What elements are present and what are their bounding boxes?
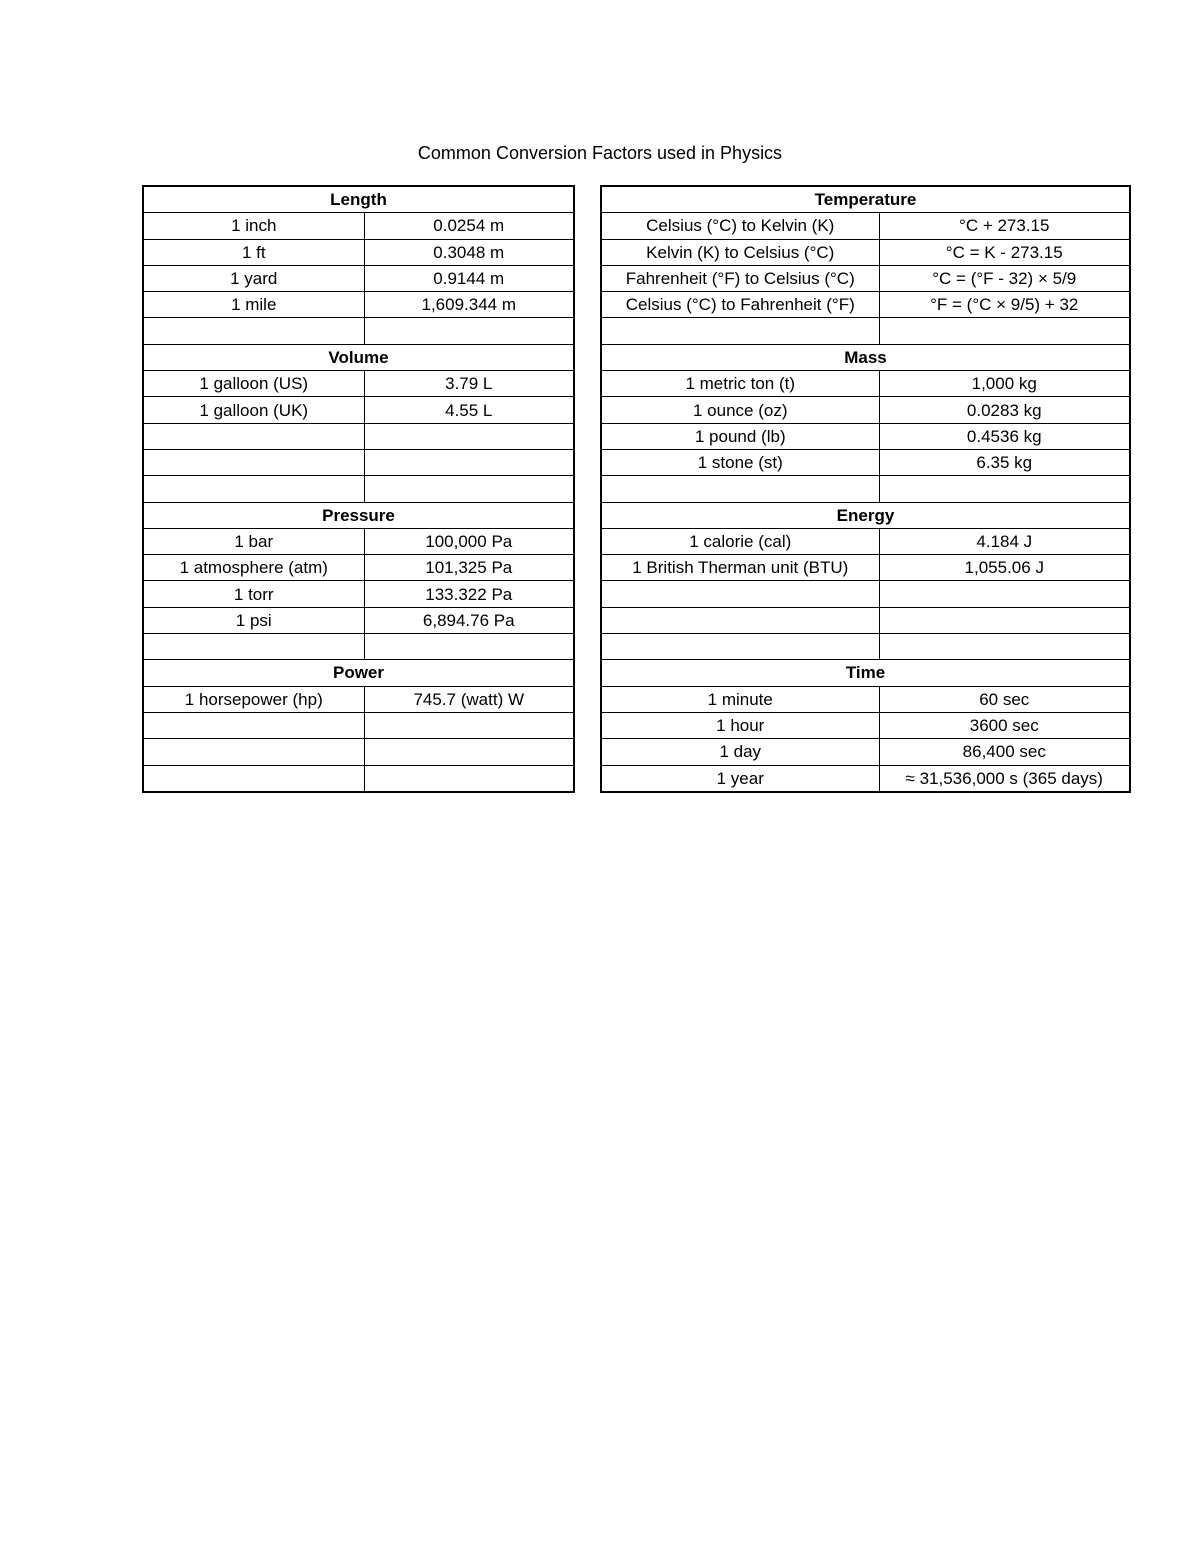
table-row <box>143 292 574 318</box>
table-row <box>143 371 574 397</box>
value-cell: 0.0254 m <box>364 213 574 239</box>
empty-cell <box>364 739 574 765</box>
value-cell: °C = (°F - 32) × 5/9 <box>879 265 1130 291</box>
table-row <box>601 397 1130 423</box>
table-row <box>601 712 1130 738</box>
empty-cell <box>364 765 574 792</box>
empty-row <box>143 449 574 475</box>
table-row <box>143 581 574 607</box>
value-cell: 0.9144 m <box>364 265 574 291</box>
table-row <box>601 292 1130 318</box>
unit-cell: 1 minute <box>601 686 879 712</box>
empty-cell <box>143 476 364 502</box>
value-cell: °C + 273.15 <box>879 213 1130 239</box>
unit-cell: 1 bar <box>143 528 364 554</box>
empty-row <box>143 634 574 660</box>
empty-cell <box>143 318 364 344</box>
value-cell: 745.7 (watt) W <box>364 686 574 712</box>
table-row <box>601 555 1130 581</box>
unit-cell: 1 stone (st) <box>601 449 879 475</box>
table-row <box>143 555 574 581</box>
value-cell: °F = (°C × 9/5) + 32 <box>879 292 1130 318</box>
table-row <box>601 765 1130 792</box>
empty-cell <box>143 423 364 449</box>
table-row <box>143 239 574 265</box>
empty-row <box>601 634 1130 660</box>
unit-cell: 1 psi <box>143 607 364 633</box>
empty-row <box>143 476 574 502</box>
unit-cell: 1 day <box>601 739 879 765</box>
unit-cell: 1 yard <box>143 265 364 291</box>
value-cell: 1,609.344 m <box>364 292 574 318</box>
empty-cell <box>601 581 879 607</box>
length-heading: Length <box>143 186 574 213</box>
unit-cell: Celsius (°C) to Fahrenheit (°F) <box>601 292 879 318</box>
power-heading: Power <box>143 660 574 686</box>
unit-cell: 1 ft <box>143 239 364 265</box>
value-cell: 60 sec <box>879 686 1130 712</box>
unit-cell: 1 ounce (oz) <box>601 397 879 423</box>
value-cell: 6,894.76 Pa <box>364 607 574 633</box>
empty-cell <box>879 581 1130 607</box>
value-cell: 86,400 sec <box>879 739 1130 765</box>
empty-row <box>601 318 1130 344</box>
empty-row <box>143 423 574 449</box>
empty-row <box>143 765 574 792</box>
unit-cell: Fahrenheit (°F) to Celsius (°C) <box>601 265 879 291</box>
empty-row <box>601 607 1130 633</box>
table-row <box>143 607 574 633</box>
value-cell: 3.79 L <box>364 371 574 397</box>
empty-cell <box>879 318 1130 344</box>
time-heading: Time <box>601 660 1130 686</box>
value-cell: 3600 sec <box>879 712 1130 738</box>
empty-row <box>143 712 574 738</box>
empty-cell <box>879 607 1130 633</box>
empty-cell <box>364 634 574 660</box>
unit-cell: 1 metric ton (t) <box>601 371 879 397</box>
unit-cell: 1 mile <box>143 292 364 318</box>
unit-cell: 1 torr <box>143 581 364 607</box>
unit-cell: 1 inch <box>143 213 364 239</box>
temperature-heading: Temperature <box>601 186 1130 213</box>
mass-heading: Mass <box>601 344 1130 370</box>
value-cell: 101,325 Pa <box>364 555 574 581</box>
value-cell: 0.4536 kg <box>879 423 1130 449</box>
unit-cell: 1 hour <box>601 712 879 738</box>
empty-cell <box>143 634 364 660</box>
unit-cell: 1 galloon (US) <box>143 371 364 397</box>
empty-cell <box>143 712 364 738</box>
empty-cell <box>601 607 879 633</box>
table-row <box>601 686 1130 712</box>
empty-cell <box>364 318 574 344</box>
value-cell: 133.322 Pa <box>364 581 574 607</box>
right-conversion-table <box>600 185 1131 793</box>
empty-row <box>143 318 574 344</box>
table-row <box>601 371 1130 397</box>
empty-row <box>601 581 1130 607</box>
unit-cell: 1 galloon (UK) <box>143 397 364 423</box>
value-cell: 4.55 L <box>364 397 574 423</box>
page-title: Common Conversion Factors used in Physics <box>417 143 783 163</box>
table-row <box>143 397 574 423</box>
empty-cell <box>364 712 574 738</box>
value-cell: 6.35 kg <box>879 449 1130 475</box>
value-cell: 1,055.06 J <box>879 555 1130 581</box>
value-cell: 100,000 Pa <box>364 528 574 554</box>
table-row <box>601 423 1130 449</box>
value-cell: 0.0283 kg <box>879 397 1130 423</box>
table-row <box>601 213 1130 239</box>
empty-cell <box>143 765 364 792</box>
volume-heading: Volume <box>143 344 574 370</box>
value-cell: °C = K - 273.15 <box>879 239 1130 265</box>
empty-cell <box>143 449 364 475</box>
table-row <box>143 528 574 554</box>
table-row <box>601 239 1130 265</box>
empty-cell <box>364 449 574 475</box>
empty-cell <box>879 476 1130 502</box>
empty-cell <box>364 423 574 449</box>
table-row <box>601 739 1130 765</box>
table-row <box>601 528 1130 554</box>
empty-cell <box>601 476 879 502</box>
empty-cell <box>601 634 879 660</box>
unit-cell: 1 year <box>601 765 879 792</box>
empty-cell <box>879 634 1130 660</box>
unit-cell: 1 calorie (cal) <box>601 528 879 554</box>
unit-cell: 1 horsepower (hp) <box>143 686 364 712</box>
unit-cell: 1 pound (lb) <box>601 423 879 449</box>
table-row <box>601 449 1130 475</box>
pressure-heading: Pressure <box>143 502 574 528</box>
empty-row <box>601 476 1130 502</box>
empty-cell <box>601 318 879 344</box>
empty-cell <box>143 739 364 765</box>
value-cell: 4.184 J <box>879 528 1130 554</box>
table-row <box>601 265 1130 291</box>
value-cell: ≈ 31,536,000 s (365 days) <box>879 765 1130 792</box>
empty-row <box>143 739 574 765</box>
value-cell: 0.3048 m <box>364 239 574 265</box>
table-row <box>143 213 574 239</box>
table-row <box>143 686 574 712</box>
left-conversion-table <box>142 185 575 793</box>
value-cell: 1,000 kg <box>879 371 1130 397</box>
table-row <box>143 265 574 291</box>
unit-cell: 1 atmosphere (atm) <box>143 555 364 581</box>
energy-heading: Energy <box>601 502 1130 528</box>
empty-cell <box>364 476 574 502</box>
unit-cell: Kelvin (K) to Celsius (°C) <box>601 239 879 265</box>
unit-cell: Celsius (°C) to Kelvin (K) <box>601 213 879 239</box>
unit-cell: 1 British Therman unit (BTU) <box>601 555 879 581</box>
